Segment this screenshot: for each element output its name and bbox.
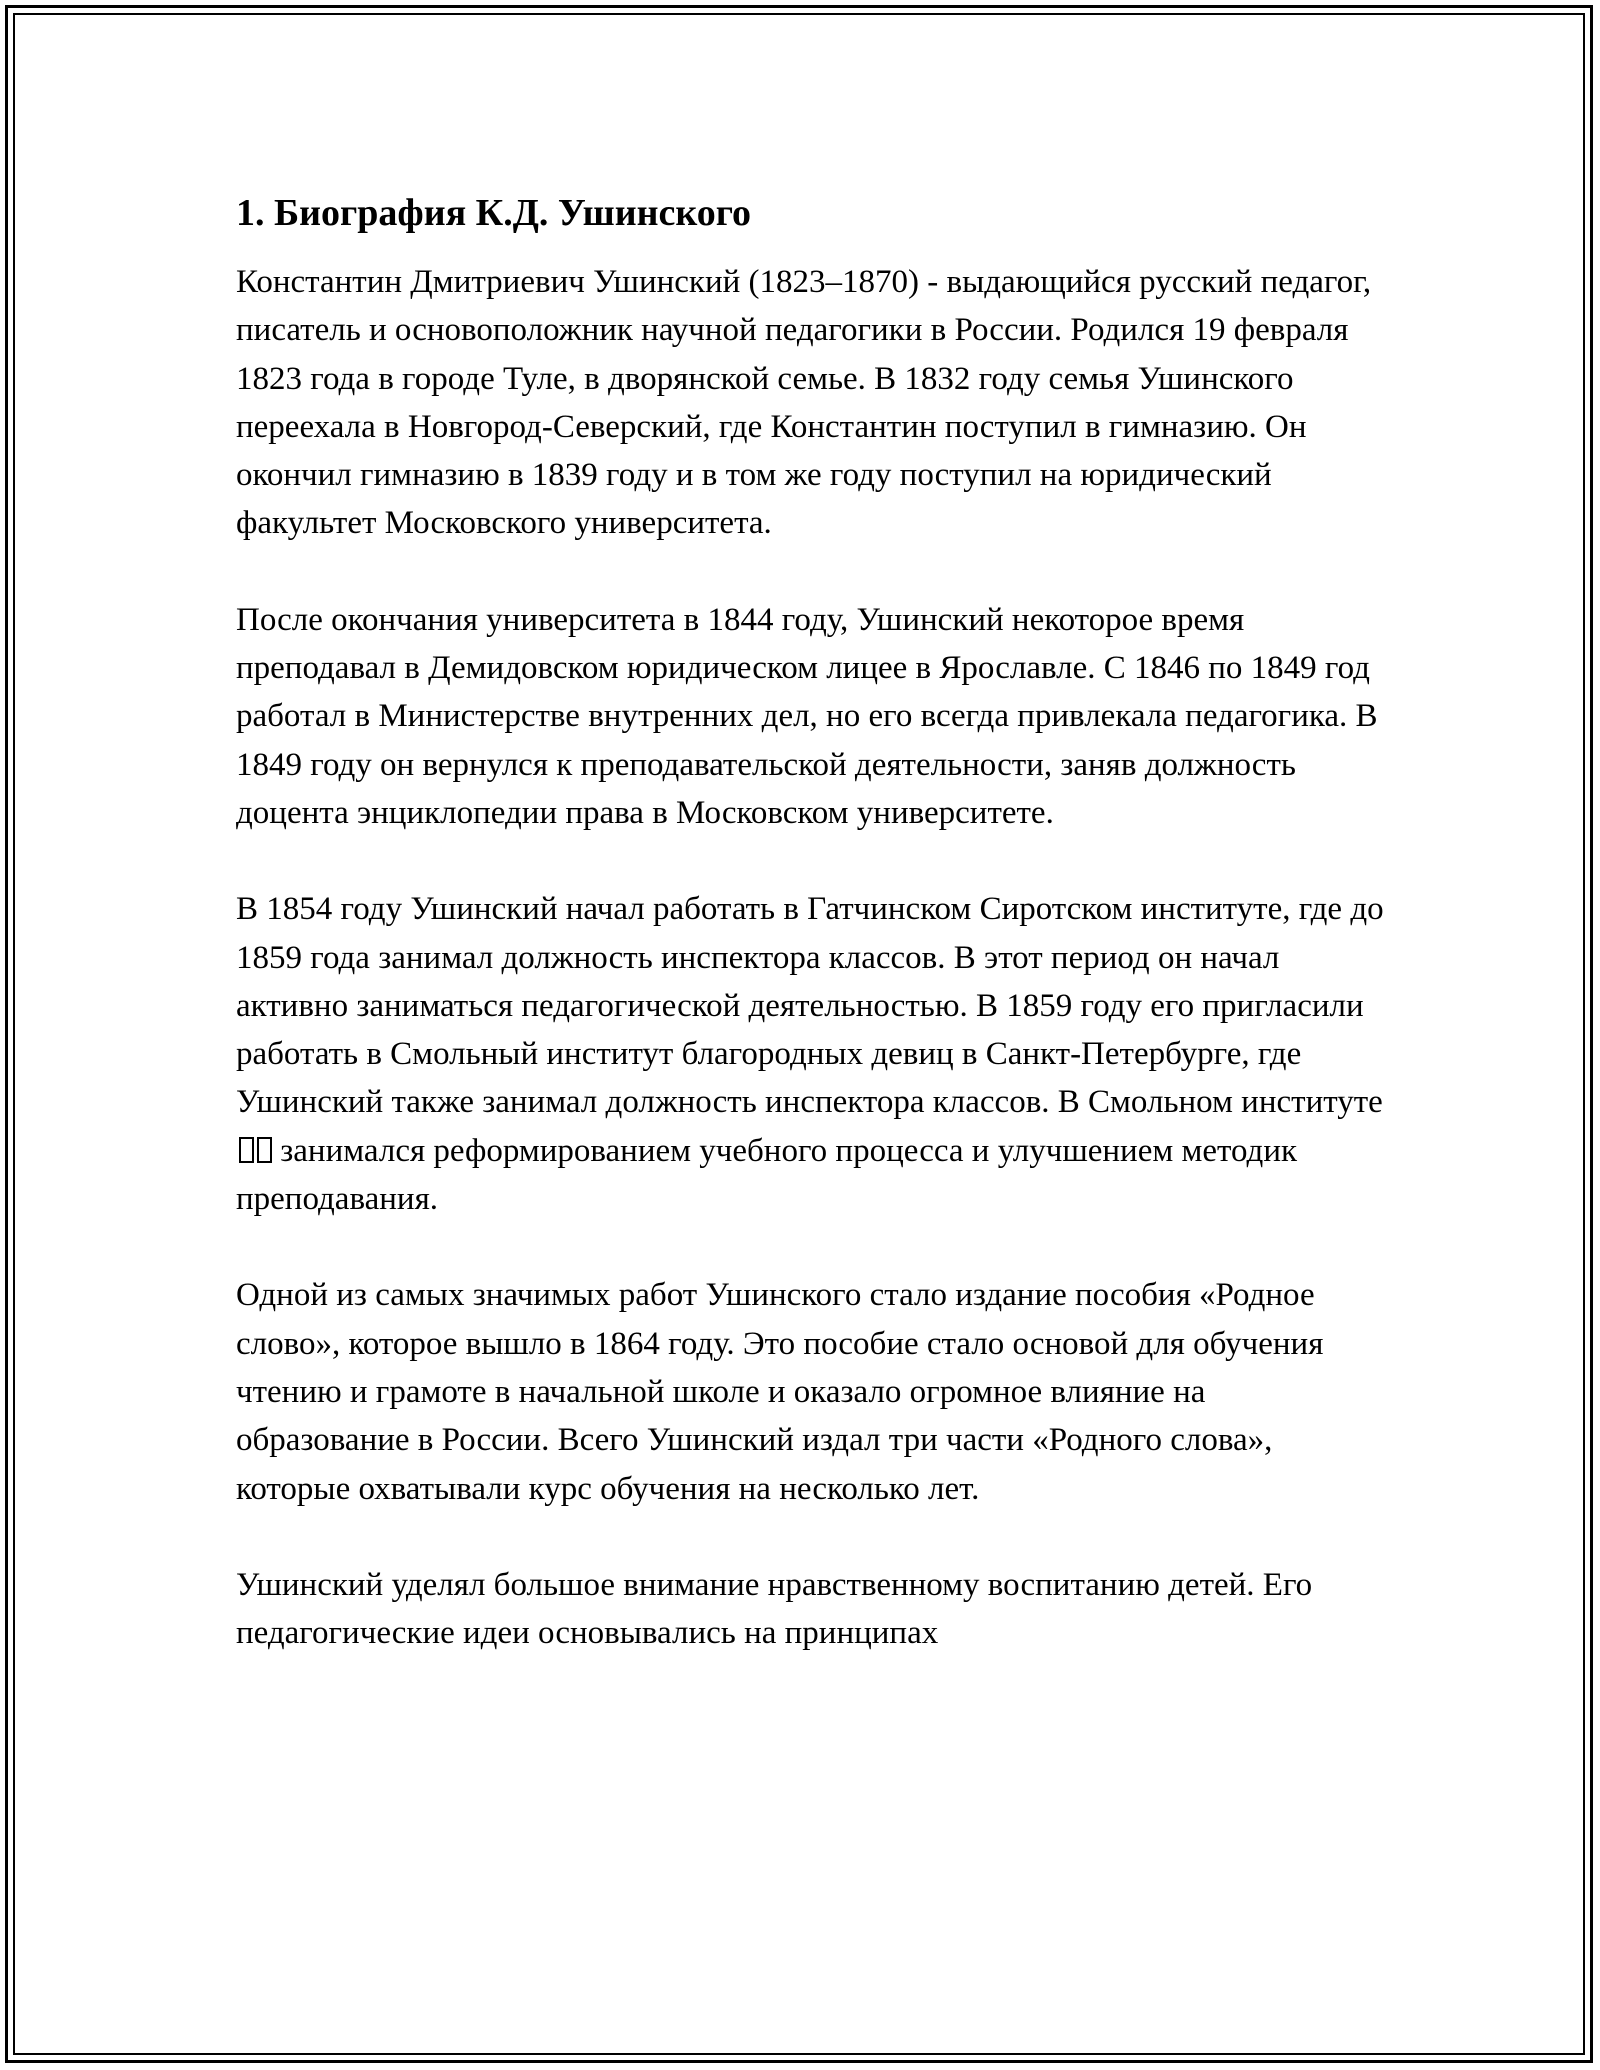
- paragraph: Ушинский уделял большое внимание нравственному воспитанию детей. Его педагогические идеи основывались на принципах: [236, 1566, 1313, 1652]
- document-body: [236, 184, 1386, 1657]
- missing-glyph-icon: [257, 1137, 272, 1163]
- paragraph: Одной из самых значимых работ Ушинского стало издание пособия «Родное слово», которое вышло в 1864 году. Это пособие стало основой для обучения чтению и грамоте в начальной школе и оказало огромное влияние на образование в России. Всего Ушинский издал три части «Родного слова», которые охватывали курс обучения на несколько лет.: [236, 1277, 1324, 1507]
- paragraph-text: занимался реформированием учебного процесса и улучшением методик преподавания.: [236, 1132, 1298, 1218]
- paragraph: После окончания университета в 1844 году, Ушинский некоторое время преподавал в Демидовском юридическом лицее в Ярославле. С 1846 по 1849 год работал в Министерстве внутренних дел, но его всегда привлекала педагогика. В 1849 году он вернулся к преподавательской деятельности, заняв должность доцента энциклопедии права в Московском университете.: [236, 601, 1378, 831]
- section-heading: 1. Биография К.Д. Ушинского: [236, 192, 752, 234]
- paragraph: [236, 885, 1386, 1223]
- paragraph: Константин Дмитриевич Ушинский (1823–1870) - выдающийся русский педагог, писатель и основоположник научной педагогики в России. Родился 19 февраля 1823 года в городе Туле, в дворянской семье. В 1832 году семья Ушинского переехала в Новгород-Северский, где Константин поступил в гимназию. Он окончил гимназию в 1839 году и в том же году поступил на юридический факультет Московского университета.: [236, 264, 1372, 542]
- missing-glyph-icon: [239, 1137, 254, 1163]
- paragraph-text: В 1854 году Ушинский начал работать в Гатчинском Сиротском институте, где до 1859 года занимал должность инспектора классов. В этот период он начал активно заниматься педагогической деятельностью. В 1859 году его пригласили работать в Смольный институт благородных девиц в Санкт-Петербурге, где Ушинский также занимал должность инспектора классов. В Смольном институте: [236, 891, 1384, 1121]
